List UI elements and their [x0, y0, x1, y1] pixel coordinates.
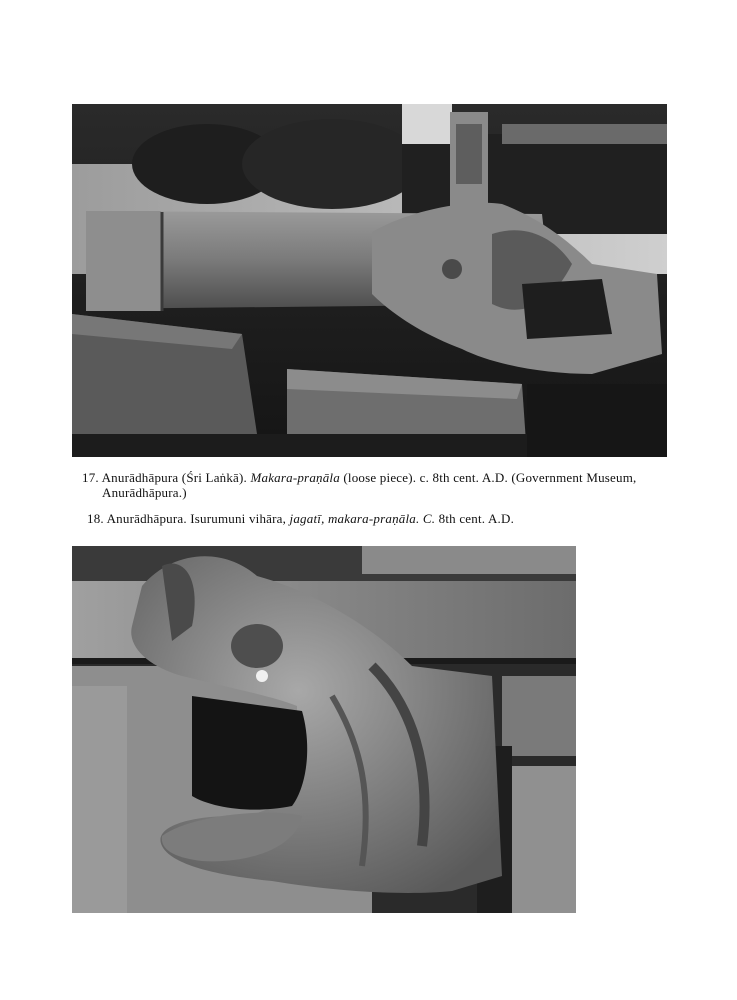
caption-fig17-term: Makara-praṇāla [250, 470, 340, 485]
photo-fig18 [72, 546, 576, 913]
caption-fig17 [82, 470, 672, 500]
caption-fig17-rest-cont: Anurādhāpura.) [102, 485, 187, 500]
caption-fig17-rest: (loose piece). c. 8th cent. A.D. (Government Museum, [343, 470, 637, 485]
caption-fig17-lead: Anurādhāpura (Śri Laṅkā). [101, 470, 248, 485]
caption-fig18-number: 18. [87, 511, 104, 526]
caption-fig17-number: 17. [82, 470, 99, 485]
caption-fig18-rest: 8th cent. A.D. [438, 511, 515, 526]
photo-fig17-drawing [72, 104, 667, 457]
photo-fig17 [72, 104, 667, 457]
caption-fig18-lead: Anurādhāpura. Isurumuni vihāra, [106, 511, 287, 526]
caption-fig18-term: jagatī, makara-praṇāla. C. [289, 511, 436, 526]
caption-fig18 [87, 511, 667, 526]
photo-fig18-drawing [72, 546, 576, 913]
